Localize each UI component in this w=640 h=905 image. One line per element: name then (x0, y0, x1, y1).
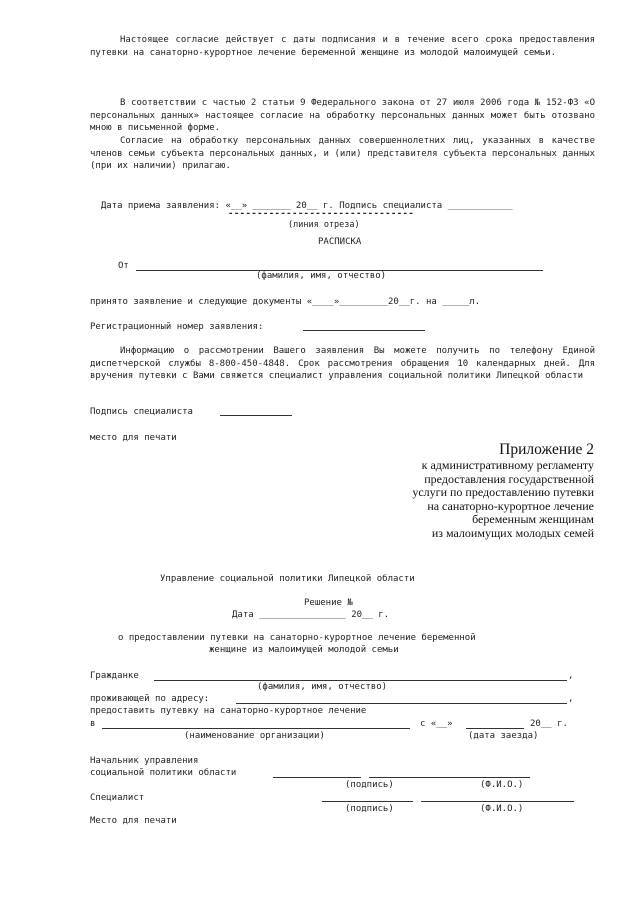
consent-paragraph-2: В соответствии с частью 2 статьи 9 Федерального закона от 27 июля 2006 года № 152-ФЗ «О персональных данных» настоящее согласие на обработку персональных данных может быть отозвано мною в письменной форме. (90, 98, 595, 133)
consent-paragraph-3: Согласие на обработку персональных данных совершеннолетних лиц, указанных в качестве членов семьи субъекта персональных данных, и (или) представителя субъекта персональных данных (при их наличии) прилагаю. (90, 136, 595, 171)
address-field[interactable] (236, 703, 567, 704)
consent-paragraph-1: Настоящее согласие действует с даты подписания и в течение всего срока предоставления путевки на санаторно-курортное лечение беременной женщине из молодой малоимущей семьи. (90, 35, 595, 58)
raspiska-stamp: место для печати (90, 433, 177, 443)
reg-number-label: Регистрационный номер заявления: (90, 322, 264, 332)
appendix-line: к административному регламенту (421, 458, 594, 472)
specialist-decision-sign-field[interactable] (322, 801, 413, 802)
address-label: проживающей по адресу: (90, 694, 210, 704)
head-title-1: Начальник управления (90, 756, 199, 766)
arrival-date-field[interactable] (466, 728, 524, 729)
arrival-year: 20__ г. (530, 719, 568, 729)
reg-number-field[interactable] (303, 330, 425, 331)
in-label: в (90, 719, 96, 729)
citizen-label: Гражданке (90, 671, 139, 681)
appendix-line: предоставления государственной (424, 471, 594, 486)
head-sign-hint: (подпись) (345, 780, 394, 790)
cut-line-label: (линия отреза) (288, 220, 360, 230)
specialist-fio-hint: (Ф.И.О.) (480, 804, 524, 814)
from-label: От (118, 261, 129, 271)
head-fio-field[interactable] (369, 777, 530, 778)
decision-subject-line-1: о предоставлении путевки на санаторно-курортное лечение беременной (118, 633, 476, 643)
decision-subject-line-2: женщине из малоимущей молодой семьи (209, 645, 399, 655)
appendix-line: беременным женщинам (472, 512, 594, 526)
specialist-decision-fio-field[interactable] (421, 801, 574, 802)
raspiska-info: Информацию о рассмотрении Вашего заявления Вы можете получить по телефону Единой диспетчерской службы 8-800-450-4848. Срок рассмотрения обращения 10 календарных дней. Для вручения путевки с Вами свяжется специалист управления социальной политики Липецкой области (90, 346, 595, 381)
specialist-signature-blank: ____________ (447, 200, 513, 211)
appendix-title: Приложение 2 (499, 441, 594, 458)
specialist-sign-label: Подпись специалиста (90, 407, 193, 417)
specialist-sign-field[interactable] (220, 415, 292, 416)
decision-stamp: Место для печати (90, 816, 177, 826)
appendix-line: из малоимущих молодых семей (431, 525, 594, 540)
head-sign-field[interactable] (273, 777, 361, 778)
comma: , (568, 694, 574, 704)
specialist-label: Специалист (90, 793, 145, 803)
decision-fio-hint: (фамилия, имя, отчество) (257, 682, 388, 692)
from-date: с «__» (420, 719, 453, 729)
org-hint: (наименование организации) (184, 731, 325, 741)
organization-field[interactable] (102, 728, 410, 729)
decision-org: Управление социальной политики Липецкой области (160, 574, 415, 584)
head-title-2: социальной политики области (90, 768, 237, 778)
decision-title: Решение № (304, 598, 353, 608)
receipt-date-label: Дата приема заявления: «__» _______ 20__ г. Подпись специалиста (100, 200, 443, 211)
appendix-line: на санаторно-курортное лечение (427, 498, 594, 513)
raspiska-fio-hint: (фамилия, имя, отчество) (256, 271, 387, 281)
decision-date-line: Дата ________________ 20__ г. (232, 610, 390, 620)
appendix-header (264, 440, 594, 540)
specialist-sign-hint: (подпись) (345, 804, 394, 814)
raspiska-title: РАСПИСКА (318, 237, 362, 247)
accepted-documents-line: принято заявление и следующие документы «____»_________20__г. на _____л. (90, 297, 481, 307)
cut-dashes: -------------------------------- (228, 209, 415, 219)
head-fio-hint: (Ф.И.О.) (480, 780, 524, 790)
arrival-hint: (дата заезда) (468, 731, 539, 741)
comma: , (568, 671, 574, 681)
provide-line: предоставить путевку на санаторно-курортное лечение (90, 706, 367, 716)
appendix-line: услуги по предоставлению путевки (412, 485, 594, 499)
